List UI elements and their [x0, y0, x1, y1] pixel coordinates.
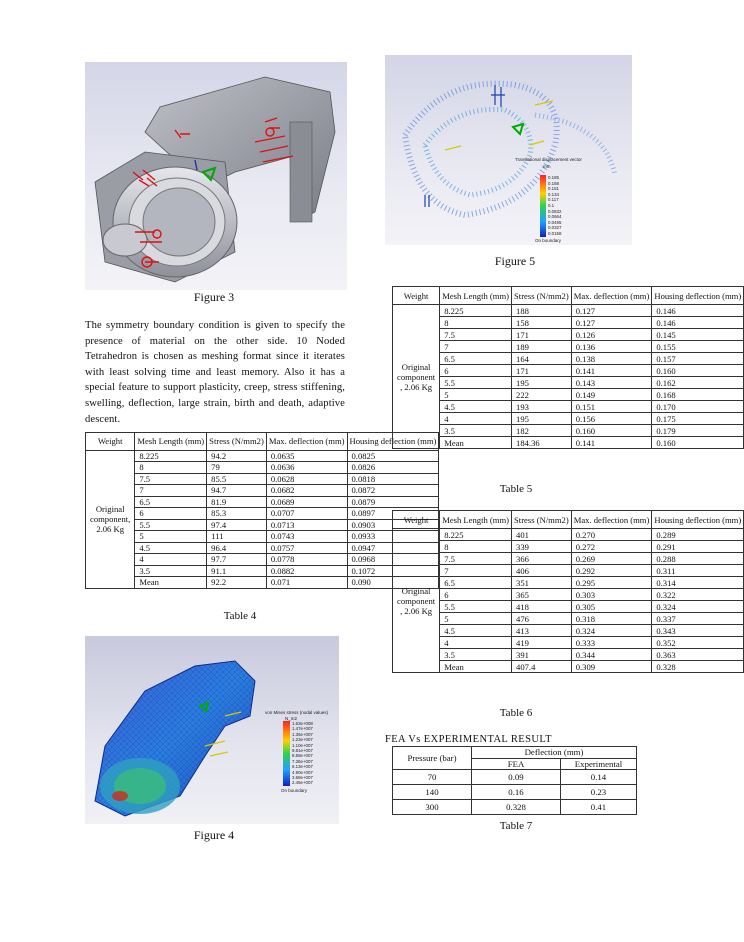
figure-4-legend-values: [292, 721, 313, 786]
mesh-cell: 4: [440, 413, 512, 425]
housing-cell: 0.291: [652, 541, 744, 553]
table-row: [393, 613, 744, 625]
mesh-cell: 6: [440, 365, 512, 377]
table-row: [86, 450, 439, 462]
legend-value: 0.0158: [548, 230, 562, 236]
table-row: [86, 542, 439, 554]
mesh-cell: 8: [440, 317, 512, 329]
housing-cell: 0.311: [652, 565, 744, 577]
legend-value: 1.35e+007: [292, 731, 313, 737]
stress-cell: 97.4: [207, 519, 267, 531]
housing-cell: 0.337: [652, 613, 744, 625]
stress-cell: 171: [512, 365, 572, 377]
legend-value: 6.13e+007: [292, 764, 313, 770]
table-row: [86, 565, 439, 577]
housing-cell: 0.146: [652, 317, 744, 329]
housing-cell: 0.324: [652, 601, 744, 613]
legend-value: 0.117: [548, 197, 559, 203]
deflection-cell: 0.0628: [266, 473, 347, 485]
figure-5-legend-title: Translational displacement vector: [515, 157, 582, 162]
stress-cell: 91.1: [207, 565, 267, 577]
table-row: [393, 577, 744, 589]
mesh-cell: 4.5: [135, 542, 207, 554]
table-7: [392, 746, 637, 815]
deflection-cell: 0.149: [571, 389, 652, 401]
table-row: [86, 577, 439, 589]
header-stress: Stress (N/mm2): [512, 287, 572, 305]
mesh-cell: 7.5: [135, 473, 207, 485]
table-row: [393, 329, 744, 341]
deflection-cell: 0.0778: [266, 554, 347, 566]
deflection-cell: 0.0713: [266, 519, 347, 531]
table-7-header-row: [393, 747, 637, 759]
table-row: [393, 541, 744, 553]
deflection-cell: 0.071: [266, 577, 347, 589]
mesh-cell: 4: [440, 637, 512, 649]
deflection-cell: 0.292: [571, 565, 652, 577]
displacement-vector-model: [385, 55, 632, 245]
table-row: [393, 649, 744, 661]
deflection-cell: 0.344: [571, 649, 652, 661]
legend-value: 7.36e+007: [292, 758, 313, 764]
legend-value: 1.47e+007: [292, 726, 313, 732]
legend-value: 0.185: [548, 175, 559, 180]
mesh-cell: Mean: [440, 437, 512, 449]
stress-cell: 407.4: [512, 661, 572, 673]
deflection-cell: 0.333: [571, 637, 652, 649]
stress-cell: 85.3: [207, 508, 267, 520]
legend-value: 0.1: [548, 202, 555, 208]
deflection-cell: 0.156: [571, 413, 652, 425]
mesh-cell: 8.225: [135, 450, 207, 462]
legend-value: 2.45e+007: [292, 780, 313, 786]
stress-cell: 111: [207, 531, 267, 543]
deflection-cell: 0.309: [571, 661, 652, 673]
mesh-cell: 6: [135, 508, 207, 520]
pressure-cell: 140: [393, 785, 472, 800]
pressure-cell: 70: [393, 770, 472, 785]
mesh-cell: 6.5: [440, 353, 512, 365]
figure-4-legend-unit: N_m2: [285, 716, 298, 721]
deflection-cell: 0.324: [571, 625, 652, 637]
figure-5-legend-unit: mm: [543, 164, 551, 169]
mesh-cell: 8.225: [440, 305, 512, 317]
header-deflection: Max. deflection (mm): [266, 433, 347, 451]
deflection-cell: 0.0635: [266, 450, 347, 462]
deflection-cell: 0.269: [571, 553, 652, 565]
figure-4-legend-title: von Mises stress (nodal values): [265, 710, 329, 715]
mesh-cell: 7.5: [440, 553, 512, 565]
figure-5-image: [385, 55, 632, 245]
table-row: [393, 425, 744, 437]
stress-cell: 97.7: [207, 554, 267, 566]
housing-cell: 0.0903: [347, 519, 439, 531]
experimental-cell: 0.14: [561, 770, 637, 785]
table-row: [86, 519, 439, 531]
deflection-cell: 0.0707: [266, 508, 347, 520]
deflection-cell: 0.126: [571, 329, 652, 341]
housing-cell: 0.160: [652, 437, 744, 449]
legend-value: 0.0495: [548, 219, 562, 225]
section-title: FEA Vs EXPERIMENTAL RESULT: [385, 734, 552, 745]
mesh-cell: 4.5: [440, 625, 512, 637]
mesh-cell: 5.5: [440, 377, 512, 389]
header-stress: Stress (N/mm2): [207, 433, 267, 451]
header-pressure: Pressure (bar): [393, 747, 472, 770]
stress-cell: 195: [512, 377, 572, 389]
legend-value: 0.0832: [548, 208, 562, 214]
fea-cell: 0.16: [472, 785, 561, 800]
housing-cell: 0.328: [652, 661, 744, 673]
housing-cell: 0.168: [652, 389, 744, 401]
figure-5-caption: Figure 5: [494, 254, 536, 268]
stress-cell: 92.2: [207, 577, 267, 589]
figure-4-image: [85, 636, 339, 824]
stress-cell: 406: [512, 565, 572, 577]
stress-cell: 184.36: [512, 437, 572, 449]
table-row: [393, 413, 744, 425]
table-row: [393, 341, 744, 353]
header-deflection: Deflection (mm): [472, 747, 637, 759]
table-row: [86, 531, 439, 543]
deflection-cell: 0.136: [571, 341, 652, 353]
mesh-cell: 6.5: [440, 577, 512, 589]
stress-cell: 94.2: [207, 450, 267, 462]
deflection-cell: 0.295: [571, 577, 652, 589]
mesh-cell: 7: [440, 565, 512, 577]
deflection-cell: 0.305: [571, 601, 652, 613]
legend-value: 1.63e+008: [292, 721, 313, 726]
mesh-cell: 7: [135, 485, 207, 497]
brake-caliper-model: [85, 62, 347, 290]
stress-cell: 351: [512, 577, 572, 589]
figure-5-legend-footer: On boundary: [535, 238, 562, 243]
table-row: [393, 637, 744, 649]
table-6-caption: Table 6: [499, 707, 533, 719]
housing-cell: 0.0897: [347, 508, 439, 520]
header-housing: Housing deflection (mm): [652, 511, 744, 529]
header-housing: Housing deflection (mm): [347, 433, 439, 451]
legend-value: 9.81e+007: [292, 748, 313, 754]
stress-cell: 171: [512, 329, 572, 341]
deflection-cell: 0.0743: [266, 531, 347, 543]
stress-cell: 158: [512, 317, 572, 329]
mesh-cell: 5.5: [135, 519, 207, 531]
mesh-cell: 7.5: [440, 329, 512, 341]
deflection-cell: 0.0689: [266, 496, 347, 508]
stress-cell: 391: [512, 649, 572, 661]
weight-cell: Original component , 2.06 Kg: [393, 529, 440, 673]
housing-cell: 0.314: [652, 577, 744, 589]
body-paragraph: The symmetry boundary condition is given to specify the presence of material on the other side. 10 Noded Tetrahedron is chosen as meshing format since it iterates with least solving time and least memory. Also it has a special feature to support plasticity, creep, stress stiffening, swelling, deflection, large strain, birth and death, adaptive descent.: [85, 320, 345, 425]
table-row: [86, 473, 439, 485]
mesh-cell: 3.5: [440, 649, 512, 661]
housing-cell: 0.179: [652, 425, 744, 437]
stress-cell: 413: [512, 625, 572, 637]
housing-cell: 0.289: [652, 529, 744, 541]
mesh-cell: 4.5: [440, 401, 512, 413]
deflection-cell: 0.272: [571, 541, 652, 553]
stress-cell: 85.5: [207, 473, 267, 485]
table-row: [393, 317, 744, 329]
stress-cell: 188: [512, 305, 572, 317]
deflection-cell: 0.270: [571, 529, 652, 541]
mesh-cell: 6: [440, 589, 512, 601]
mesh-cell: 7: [440, 341, 512, 353]
legend-value: 8.58e+007: [292, 753, 313, 759]
deflection-cell: 0.318: [571, 613, 652, 625]
mesh-cell: 4: [135, 554, 207, 566]
header-experimental: Experimental: [561, 758, 637, 770]
table-row: [86, 496, 439, 508]
table-row: [393, 625, 744, 637]
housing-cell: 0.170: [652, 401, 744, 413]
table-row: [393, 800, 637, 815]
housing-cell: 0.155: [652, 341, 744, 353]
table-header-row: [393, 511, 744, 529]
table-row: [393, 353, 744, 365]
housing-cell: 0.160: [652, 365, 744, 377]
mesh-cell: 5: [440, 389, 512, 401]
housing-cell: 0.175: [652, 413, 744, 425]
table-row: [393, 785, 637, 800]
mesh-cell: 5: [440, 613, 512, 625]
mesh-cell: 6.5: [135, 496, 207, 508]
mesh-cell: 8: [135, 462, 207, 474]
mesh-cell: 5: [135, 531, 207, 543]
housing-cell: 0.288: [652, 553, 744, 565]
header-weight: Weight: [393, 287, 440, 305]
housing-cell: 0.352: [652, 637, 744, 649]
table-row: [393, 589, 744, 601]
housing-cell: 0.0933: [347, 531, 439, 543]
stress-cell: 476: [512, 613, 572, 625]
stress-cell: 195: [512, 413, 572, 425]
experimental-cell: 0.23: [561, 785, 637, 800]
figure-5-legend-values: [548, 175, 561, 237]
header-stress: Stress (N/mm2): [512, 511, 572, 529]
table-row: [393, 377, 744, 389]
deflection-cell: 0.141: [571, 437, 652, 449]
housing-cell: 0.0818: [347, 473, 439, 485]
housing-cell: 0.162: [652, 377, 744, 389]
mesh-cell: 3.5: [440, 425, 512, 437]
figure-4-caption: Figure 4: [193, 828, 235, 842]
stress-cell: 365: [512, 589, 572, 601]
mesh-cell: Mean: [440, 661, 512, 673]
header-mesh: Mesh Length (mm): [440, 287, 512, 305]
stress-cell: 94.7: [207, 485, 267, 497]
mesh-cell: 5.5: [440, 601, 512, 613]
deflection-cell: 0.0682: [266, 485, 347, 497]
stress-cell: 189: [512, 341, 572, 353]
stress-cell: 418: [512, 601, 572, 613]
stress-cell: 366: [512, 553, 572, 565]
stress-cell: 79: [207, 462, 267, 474]
header-deflection: Max. deflection (mm): [571, 511, 652, 529]
stress-cell: 96.4: [207, 542, 267, 554]
table-row: [86, 554, 439, 566]
housing-cell: 0.1072: [347, 565, 439, 577]
header-housing: Housing deflection (mm): [652, 287, 744, 305]
table-row: [393, 553, 744, 565]
housing-cell: 0.322: [652, 589, 744, 601]
table-header-row: [86, 433, 439, 451]
fea-cell: 0.328: [472, 800, 561, 815]
mesh-cell: 8: [440, 541, 512, 553]
deflection-cell: 0.138: [571, 353, 652, 365]
weight-cell: Original component, 2.06 Kg: [86, 450, 135, 588]
table-row: [393, 365, 744, 377]
stress-cell: 222: [512, 389, 572, 401]
header-fea: FEA: [472, 758, 561, 770]
deflection-cell: 0.151: [571, 401, 652, 413]
stress-cell: 401: [512, 529, 572, 541]
stress-cell: 81.9: [207, 496, 267, 508]
mesh-cell: 3.5: [135, 565, 207, 577]
deflection-cell: 0.160: [571, 425, 652, 437]
table-5-caption: Table 5: [499, 483, 533, 495]
table-4-caption: Table 4: [223, 610, 257, 622]
housing-cell: 0.0872: [347, 485, 439, 497]
legend-value: 4.90e+007: [292, 769, 313, 775]
table-7-caption: Table 7: [499, 820, 533, 832]
figure-3-image: [85, 62, 347, 290]
legend-value: 0.134: [548, 191, 559, 197]
figure-4-color-legend: [283, 721, 290, 786]
figure-3-caption: Figure 3: [193, 290, 235, 304]
legend-value: 0.0327: [548, 225, 562, 231]
table-row: [393, 529, 744, 541]
table-row: [86, 462, 439, 474]
pressure-cell: 300: [393, 800, 472, 815]
header-deflection: Max. deflection (mm): [571, 287, 652, 305]
housing-cell: 0.157: [652, 353, 744, 365]
header-weight: Weight: [86, 433, 135, 451]
stress-cell: 182: [512, 425, 572, 437]
legend-value: 1.23e+007: [292, 737, 313, 743]
housing-cell: 0.343: [652, 625, 744, 637]
table-row: [393, 565, 744, 577]
legend-value: 0.168: [548, 180, 559, 186]
housing-cell: 0.145: [652, 329, 744, 341]
header-mesh: Mesh Length (mm): [440, 511, 512, 529]
stress-cell: 339: [512, 541, 572, 553]
figure-4-legend-footer: On boundary: [281, 788, 308, 793]
header-mesh: Mesh Length (mm): [135, 433, 207, 451]
legend-value: 1.10e+007: [292, 742, 313, 748]
housing-cell: 0.0968: [347, 554, 439, 566]
table-row: [393, 305, 744, 317]
legend-value: 0.151: [548, 186, 559, 192]
deflection-cell: 0.127: [571, 305, 652, 317]
deflection-cell: 0.127: [571, 317, 652, 329]
header-weight: Weight: [393, 511, 440, 529]
experimental-cell: 0.41: [561, 800, 637, 815]
table-row: [393, 389, 744, 401]
table-row: [393, 601, 744, 613]
table-5: [392, 286, 744, 449]
fea-cell: 0.09: [472, 770, 561, 785]
housing-cell: 0.0826: [347, 462, 439, 474]
mesh-cell: Mean: [135, 577, 207, 589]
deflection-cell: 0.0636: [266, 462, 347, 474]
table-row: [86, 485, 439, 497]
weight-cell: Original component , 2.06 Kg: [393, 305, 440, 449]
legend-value: 0.0664: [548, 214, 562, 220]
housing-cell: 0.363: [652, 649, 744, 661]
housing-cell: 0.146: [652, 305, 744, 317]
table-header-row: [393, 287, 744, 305]
deflection-cell: 0.0882: [266, 565, 347, 577]
housing-cell: 0.0947: [347, 542, 439, 554]
table-row: [393, 770, 637, 785]
housing-cell: 0.0879: [347, 496, 439, 508]
deflection-cell: 0.303: [571, 589, 652, 601]
housing-cell: 0.0825: [347, 450, 439, 462]
stress-cell: 419: [512, 637, 572, 649]
stress-cell: 164: [512, 353, 572, 365]
table-row: [393, 401, 744, 413]
deflection-cell: 0.141: [571, 365, 652, 377]
table-6: [392, 510, 744, 673]
deflection-cell: 0.143: [571, 377, 652, 389]
housing-cell: 0.090: [347, 577, 439, 589]
table-row: [86, 508, 439, 520]
table-4: [85, 432, 439, 589]
table-row: [393, 661, 744, 673]
legend-value: 3.68e+007: [292, 775, 313, 781]
table-row: [393, 437, 744, 449]
deflection-cell: 0.0757: [266, 542, 347, 554]
stress-cell: 193: [512, 401, 572, 413]
mesh-cell: 8.225: [440, 529, 512, 541]
